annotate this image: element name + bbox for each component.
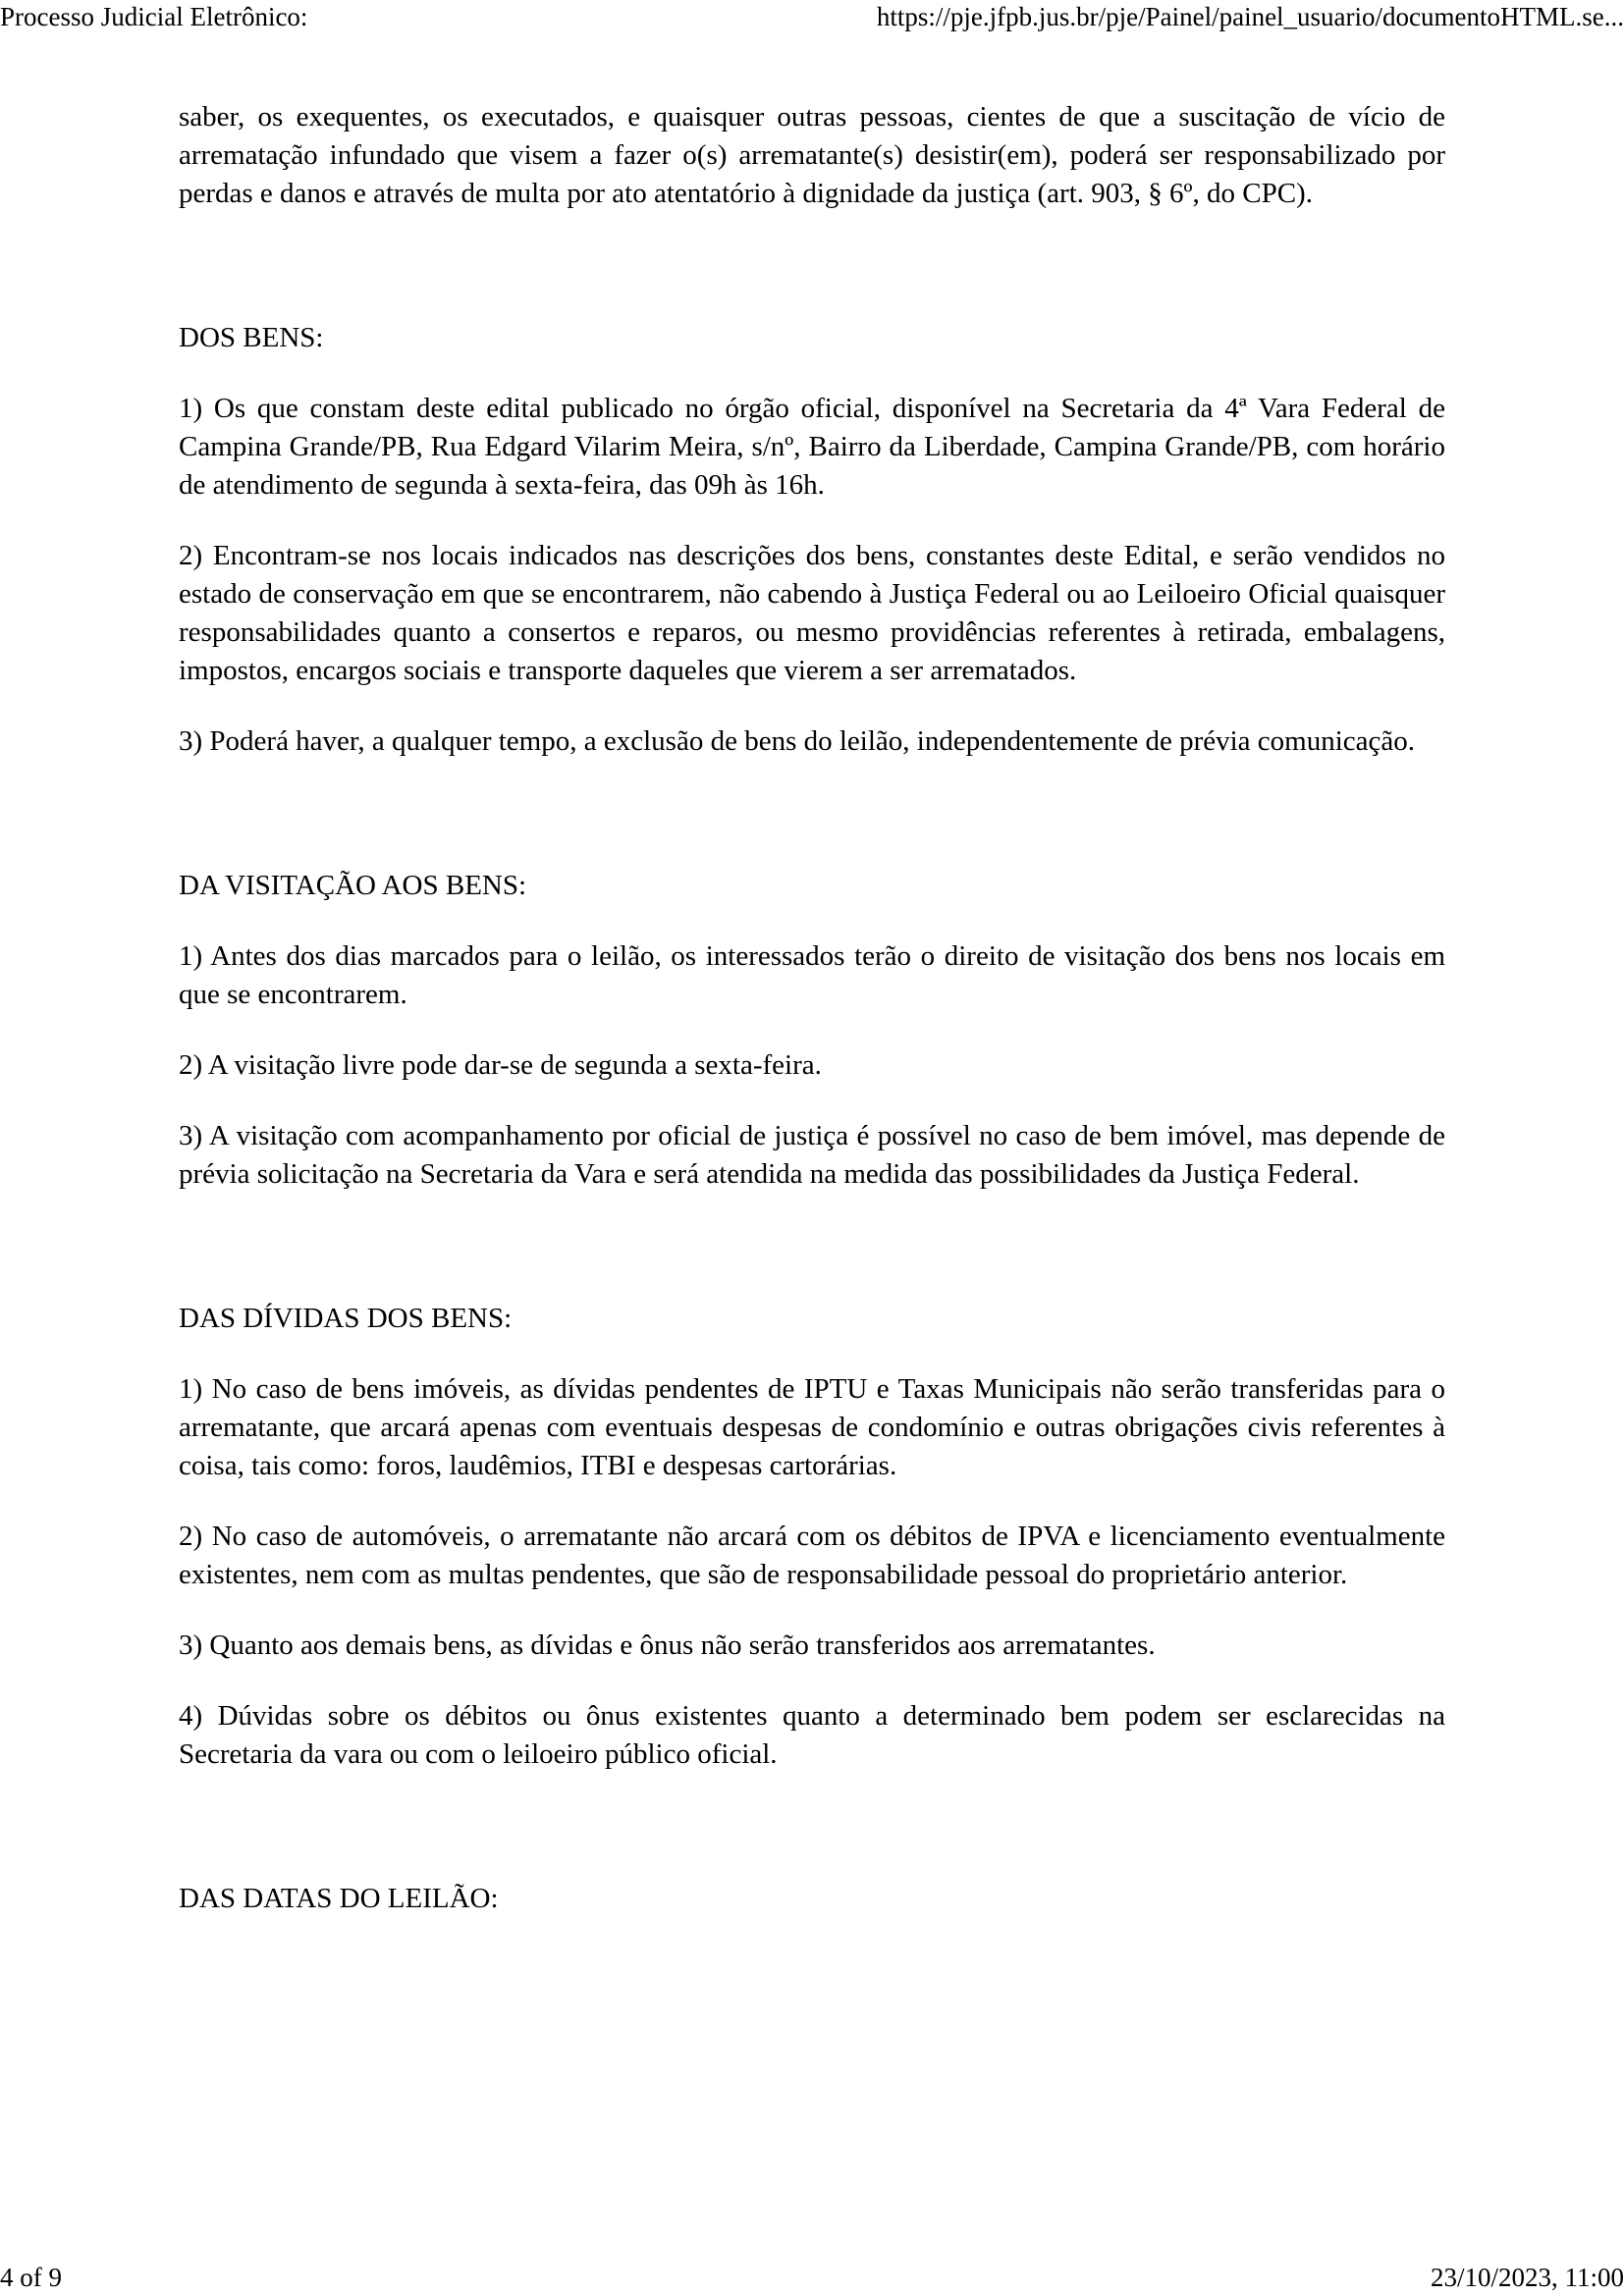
print-footer-page-number: 4 of 9 — [0, 2263, 62, 2292]
section-heading-visitacao: DA VISITAÇÃO AOS BENS: — [179, 870, 527, 901]
paragraph: 1) Antes dos dias marcados para o leilão, os interessados terão o direito de visitação dos bens nos locais em que se encontrarem. — [179, 940, 1445, 1010]
paragraph: 4) Dúvidas sobre os débitos ou ônus existentes quanto a determinado bem podem ser esclarecidas na Secretaria da vara ou com o leiloeiro público oficial. — [179, 1700, 1445, 1770]
document-body — [179, 98, 1445, 1950]
intro-paragraph: saber, os exequentes, os executados, e quaisquer outras pessoas, cientes de que a suscitação de vício de arrematação infundado que visem a fazer o(s) arrematante(s) desistir(em), poderá ser responsabilizado por perdas e danos e através de multa por ato atentatório à dignidade da justiça (art. 903, § 6º, do CPC). — [179, 101, 1445, 209]
section-heading-dos-bens: DOS BENS: — [179, 322, 324, 353]
paragraph: 2) Encontram-se nos locais indicados nas descrições dos bens, constantes deste Edital, e serão vendidos no estado de conservação em que se encontrarem, não cabendo à Justiça Federal ou ao Leiloeiro Oficial quaisquer responsabilidades quanto a consertos e reparos, ou mesmo providências referentes à retirada, embalagens, impostos, encargos sociais e transporte daqueles que vierem a ser arrematados. — [179, 540, 1445, 686]
paragraph: 3) Quanto aos demais bens, as dívidas e ônus não serão transferidos aos arrematantes. — [179, 1629, 1156, 1661]
paragraph: 3) A visitação com acompanhamento por oficial de justiça é possível no caso de bem imóvel, mas depende de prévia solicitação na Secretaria da Vara e será atendida na medida das possibilidades da Justiça Federal. — [179, 1120, 1445, 1190]
print-header-url: https://pje.jfpb.jus.br/pje/Painel/painel_usuario/documentoHTML.se... — [876, 2, 1624, 31]
print-footer-datetime: 23/10/2023, 11:00 — [1430, 2263, 1624, 2292]
paragraph: 1) No caso de bens imóveis, as dívidas pendentes de IPTU e Taxas Municipais não serão transferidas para o arrematante, que arcará apenas com eventuais despesas de condomínio e outras obrigações civis referentes à coisa, tais como: foros, laudêmios, ITBI e despesas cartorárias. — [179, 1373, 1445, 1481]
section-heading-datas-leilao: DAS DATAS DO LEILÃO: — [179, 1883, 499, 1914]
print-header-title: Processo Judicial Eletrônico: — [0, 2, 308, 31]
paragraph: 3) Poderá haver, a qualquer tempo, a exclusão de bens do leilão, independentemente de prévia comunicação. — [179, 725, 1416, 757]
paragraph: 2) A visitação livre pode dar-se de segunda a sexta-feira. — [179, 1049, 822, 1081]
paragraph: 2) No caso de automóveis, o arrematante não arcará com os débitos de IPVA e licenciamento eventualmente existentes, nem com as multas pendentes, que são de responsabilidade pessoal do proprietário anterior. — [179, 1521, 1445, 1590]
paragraph: 1) Os que constam deste edital publicado no órgão oficial, disponível na Secretaria da 4ª Vara Federal de Campina Grande/PB, Rua Edgard Vilarim Meira, s/nº, Bairro da Liberdade, Campina Grande/PB, com horário de atendimento de segunda à sexta-feira, das 09h às 16h. — [179, 393, 1445, 501]
section-heading-dividas: DAS DÍVIDAS DOS BENS: — [179, 1303, 513, 1334]
